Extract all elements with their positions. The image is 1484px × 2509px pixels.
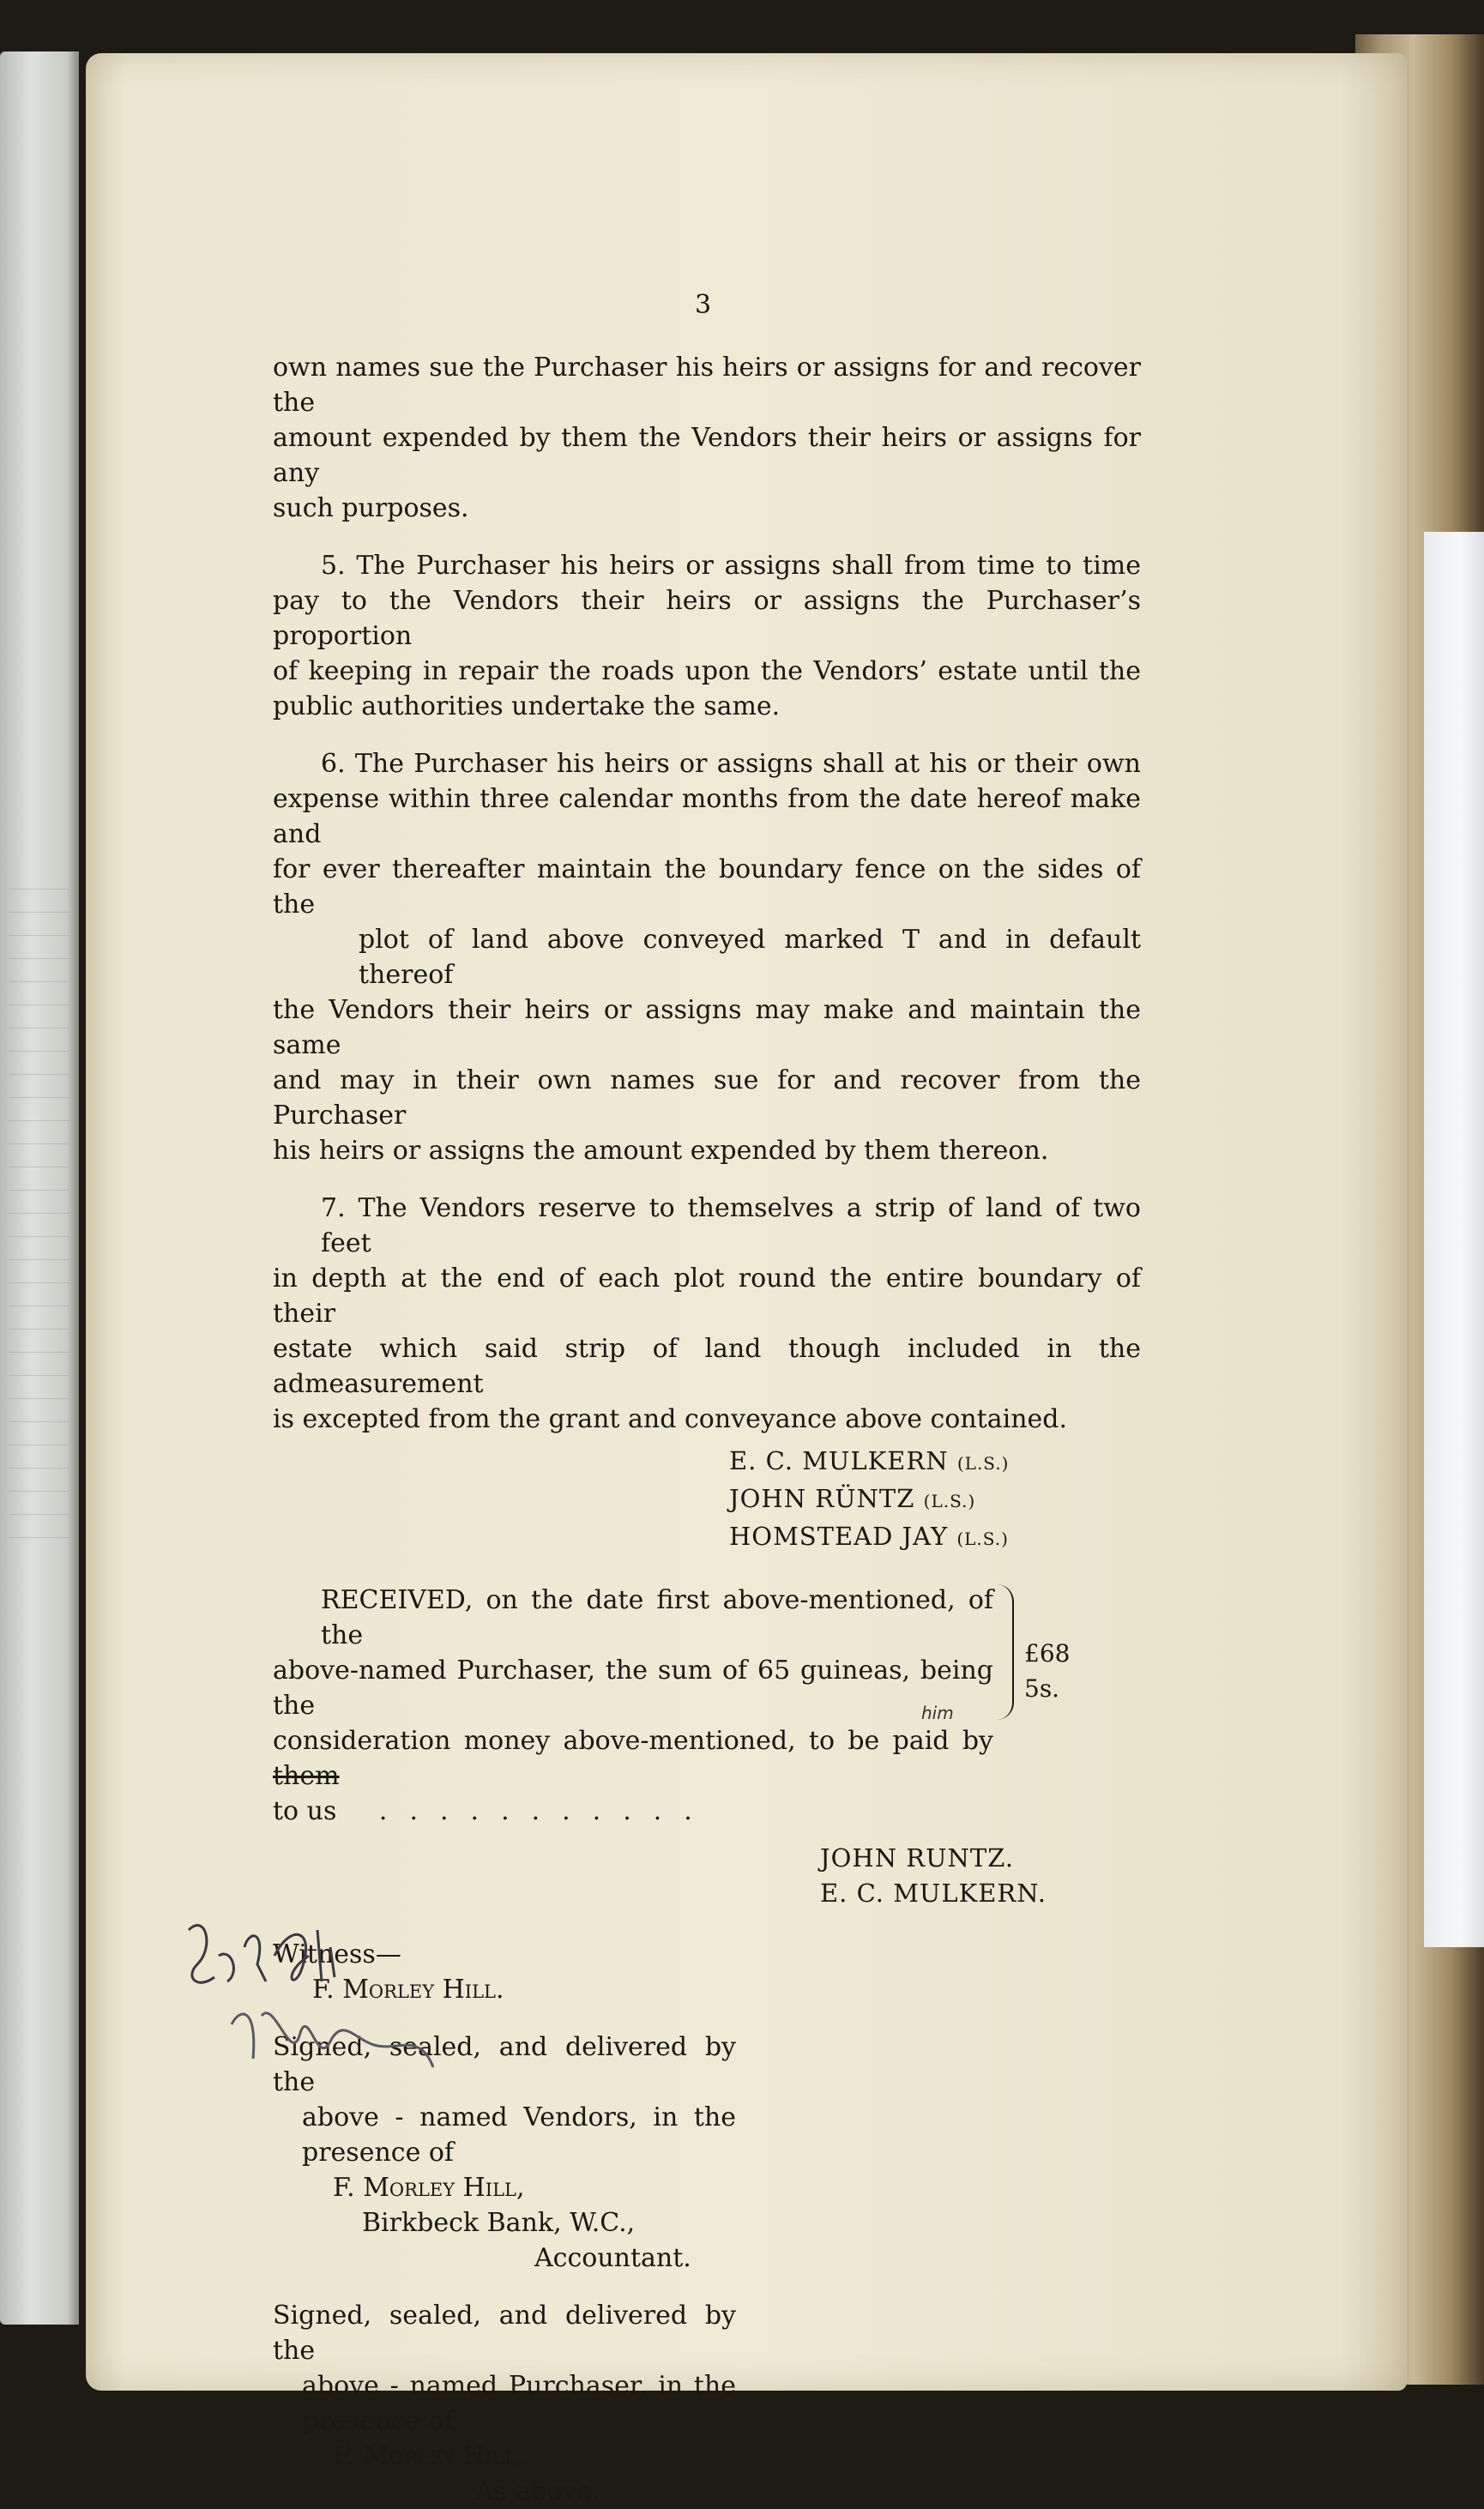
text-line: expense within three calendar months from the date hereof make and — [273, 784, 1141, 849]
text-line: presence of — [302, 2138, 455, 2168]
receipt-signature: E. C. MULKERN. — [820, 1879, 1047, 1908]
text-line: 6. The Purchaser his heirs or assigns shall at his or their own — [321, 749, 1141, 779]
text-line: the Vendors their heirs or assigns may make and maintain the same — [273, 995, 1141, 1060]
paragraph-7 — [273, 1191, 1141, 1437]
receipt-clause — [273, 1583, 1071, 1829]
witness-name: F. Morley Hill. — [312, 1975, 504, 2005]
text-line: amount expended by them the Vendors their heirs or assigns for any — [273, 423, 1141, 488]
text-line: his heirs or assigns the amount expended by them thereon. — [273, 1136, 1049, 1166]
document-body — [273, 274, 1141, 2509]
text-line: RECEIVED, on the date first above-mentioned, of the — [321, 1585, 993, 1650]
text-line: for ever thereafter maintain the boundary fence on the sides of the — [273, 854, 1141, 920]
text-line: estate which said strip of land though included in the admeasurement — [273, 1334, 1141, 1399]
signatory: HOMSTEAD JAY (L.S.) — [729, 1522, 1009, 1551]
struck-word: them — [273, 1761, 340, 1791]
text-line: pay to the Vendors their heirs or assigns the Purchaser’s proportion — [273, 586, 1141, 651]
handwritten-signature — [172, 1896, 455, 2119]
text-line: presence of — [302, 2406, 455, 2436]
attesting-witness-name: F. Morley Hill, — [333, 2441, 525, 2471]
text-line: consideration money above-mentioned, to be paid by them — [273, 1726, 993, 1791]
signatories — [273, 1444, 1141, 1557]
attesting-witness-address: Birkbeck Bank, W.C., — [362, 2208, 636, 2238]
signatory: JOHN RÜNTZ (L.S.) — [729, 1484, 976, 1513]
page-number: 3 — [695, 290, 712, 320]
text-line: and may in their own names sue for and recover from the Purchaser — [273, 1065, 1141, 1131]
text-line: above-named Purchaser, the sum of 65 guineas, being the — [273, 1656, 993, 1721]
paragraph-6 — [273, 746, 1141, 1168]
handwritten-correction: him — [921, 1703, 954, 1723]
purchaser-attestation — [273, 2298, 736, 2509]
text-line: to us ........... — [273, 1796, 715, 1826]
text-line: public authorities undertake the same. — [273, 691, 781, 721]
inserted-sheet-edge — [1424, 532, 1484, 1947]
text-line: own names sue the Purchaser his heirs or assigns for and recover the — [273, 353, 1141, 418]
paragraph-continued — [273, 350, 1141, 526]
text-line: above - named Vendors, in the — [302, 2102, 736, 2132]
paragraph-5 — [273, 548, 1141, 724]
text-line: above - named Purchaser, in the — [302, 2371, 736, 2401]
text-line: is excepted from the grant and conveyance above contained. — [273, 1404, 1068, 1434]
adjacent-page-edge — [0, 51, 79, 2325]
text-line: 5. The Purchaser his heirs or assigns shall from time to time — [321, 551, 1141, 581]
signatory: E. C. MULKERN (L.S.) — [729, 1446, 1010, 1475]
attesting-witness-role: Accountant. — [534, 2243, 691, 2273]
text-line: plot of land above conveyed marked T and in default thereof — [359, 925, 1141, 990]
witness-label: Witness— — [273, 1939, 401, 1969]
brace — [997, 1584, 1014, 1720]
attesting-witness-name: F. Morley Hill, — [333, 2173, 525, 2203]
text-line: 7. The Vendors reserve to themselves a strip of land of two feet — [321, 1193, 1141, 1258]
text-line: of keeping in repair the roads upon the Vendors’ estate until the — [273, 656, 1141, 686]
text-line: such purposes. — [273, 493, 469, 523]
receipt-signature: JOHN RUNTZ. — [820, 1843, 1015, 1873]
receipt-amount: £68 5s. — [1024, 1639, 1071, 1703]
text-line: in depth at the end of each plot round the entire boundary of their — [273, 1264, 1141, 1329]
text-line: Signed, sealed, and delivered by the — [273, 2301, 736, 2366]
text-line: Signed, sealed, and delivered by the — [273, 2032, 736, 2097]
attesting-witness-role: As above. — [475, 2476, 600, 2506]
